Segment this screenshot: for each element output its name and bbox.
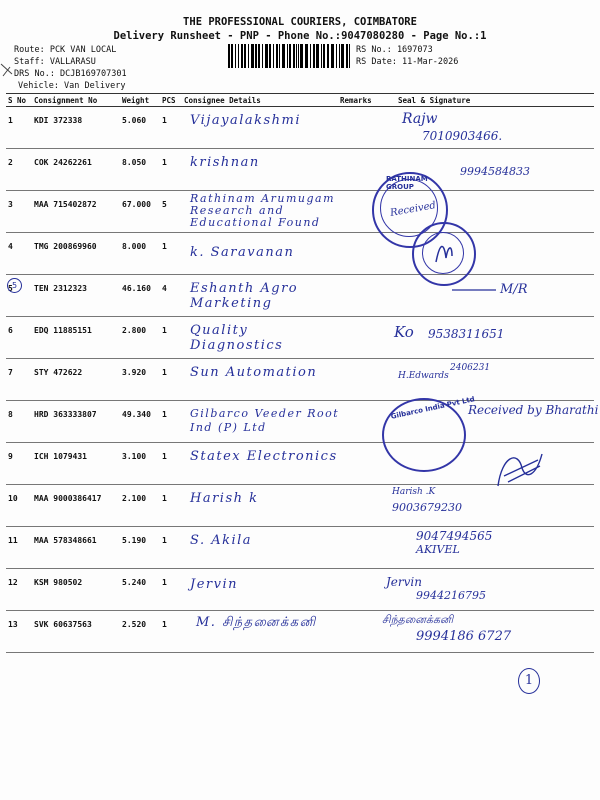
barcode-bar [346, 44, 348, 68]
row-consignee: Rathinam Arumugam Research and Educational Found [182, 191, 338, 233]
row-consignee: Jervin [182, 569, 338, 611]
route-label: Route: PCK VAN LOCAL [14, 45, 117, 55]
row-consignment: SVK 60637563 [32, 611, 120, 653]
row-remarks [338, 611, 372, 653]
remark-dash-icon [450, 284, 500, 296]
barcode-bar [282, 44, 285, 68]
row-weight: 5.240 [120, 569, 160, 611]
row-sno: 13 [6, 611, 32, 653]
row-seal [372, 527, 594, 569]
signature: சிந்தனைக்கனி [382, 613, 454, 626]
signature-scribble-icon [432, 238, 456, 266]
barcode-bar [238, 44, 239, 68]
seal-phone: 9994584833 [460, 165, 530, 178]
col-seal: Seal & Signature [372, 94, 594, 107]
barcode-bar [300, 44, 303, 68]
barcode-bar [241, 44, 243, 68]
row-weight: 49.340 [120, 401, 160, 443]
col-sno: S No [6, 94, 32, 107]
row-sno: 9 [6, 443, 32, 485]
signature: Harish .K [392, 487, 436, 497]
barcode-bar [349, 44, 350, 68]
rs-date: RS Date: 11-Mar-2026 [356, 57, 459, 67]
row-sno: 6 [6, 317, 32, 359]
barcode-bar [287, 44, 288, 68]
table-row [6, 401, 594, 443]
rathinam-stamp: RATHINAM GROUP Received [372, 172, 448, 248]
row-sno: 1 [6, 107, 32, 149]
row-consignee: Sun Automation [182, 359, 338, 401]
row-pcs: 1 [160, 107, 182, 149]
barcode-bar [339, 44, 340, 68]
seal-phone: 9047494565 [416, 529, 493, 543]
seal-phone: 2406231 [450, 363, 491, 373]
row-consignment: KSM 980502 [32, 569, 120, 611]
row-consignee: Statex Electronics [182, 443, 338, 485]
row-remarks [338, 149, 372, 191]
barcode-bar [279, 44, 280, 68]
row-weight: 46.160 [120, 275, 160, 317]
seal-phone: 9538311651 [428, 327, 505, 341]
barcode-bar [310, 44, 311, 68]
barcode-bar [228, 44, 230, 68]
table-row [6, 233, 594, 275]
row-seal [372, 359, 594, 401]
row-sno: 3 [6, 191, 32, 233]
row-consignee: Vijayalakshmi [182, 107, 338, 149]
row-weight: 8.050 [120, 149, 160, 191]
corner-mark-icon [0, 62, 14, 78]
barcode-bar [293, 44, 295, 68]
row-consignment: COK 24262261 [32, 149, 120, 191]
row-remarks [338, 359, 372, 401]
row-consignee: Harish k [182, 485, 338, 527]
barcode-bar [313, 44, 315, 68]
row-pcs: 1 [160, 485, 182, 527]
signature: AKIVEL [416, 543, 460, 556]
barcode-bar [327, 44, 329, 68]
row-sno: 2 [6, 149, 32, 191]
signature-scribble-icon [492, 446, 548, 494]
row-pcs: 1 [160, 443, 182, 485]
barcode-bar [323, 44, 325, 68]
row-pcs: 1 [160, 233, 182, 275]
row-consignment: MAA 578348661 [32, 527, 120, 569]
row-sno: 12 [6, 569, 32, 611]
row-consignment: HRD 363333807 [32, 401, 120, 443]
barcode-bar [305, 44, 308, 68]
barcode-bar [273, 44, 274, 68]
row-remarks [338, 191, 372, 233]
row5-remark: M/R [500, 282, 528, 297]
row-consignee: Gilbarco Veeder Root Ind (P) Ltd [182, 401, 338, 443]
row-pcs: 5 [160, 191, 182, 233]
table-row [6, 149, 594, 191]
row-pcs: 1 [160, 317, 182, 359]
row-pcs: 1 [160, 611, 182, 653]
row-weight: 2.520 [120, 611, 160, 653]
col-weight: Weight [120, 94, 160, 107]
barcode-bar [235, 44, 236, 68]
row-pcs: 1 [160, 527, 182, 569]
row-pcs: 1 [160, 359, 182, 401]
row-seal [372, 107, 594, 149]
barcode-bar [251, 44, 254, 68]
row-weight: 8.000 [120, 233, 160, 275]
barcode-bar [298, 44, 299, 68]
barcode-bar [276, 44, 278, 68]
barcode-bar [258, 44, 260, 68]
barcode-bar [248, 44, 249, 68]
row-consignment: ICH 1079431 [32, 443, 120, 485]
row-consignment: TEN 2312323 [32, 275, 120, 317]
seal-phone: 9003679230 [392, 501, 462, 514]
barcode-bar [296, 44, 297, 68]
row-weight: 5.060 [120, 107, 160, 149]
signature: Ko [394, 323, 414, 341]
barcode-bar [321, 44, 322, 68]
row-remarks [338, 443, 372, 485]
col-consignment: Consignment No [32, 94, 120, 107]
barcode-bar [341, 44, 344, 68]
signature: H.Edwards [398, 371, 449, 381]
barcode-bar [331, 44, 334, 68]
seal-phone: 9944216795 [416, 589, 486, 602]
signature: Received by Bharathi [468, 403, 599, 417]
delivery-table [6, 93, 599, 653]
barcode-bar [262, 44, 263, 68]
row-seal [372, 611, 594, 653]
row-pcs: 1 [160, 569, 182, 611]
row-weight: 3.920 [120, 359, 160, 401]
row-sno: 7 [6, 359, 32, 401]
row-weight: 3.100 [120, 443, 160, 485]
runsheet-subtitle: Delivery Runsheet - PNP - Phone No.:9047080280 - Page No.:1 [113, 30, 487, 42]
table-row [6, 611, 594, 653]
row-sno: 10 [6, 485, 32, 527]
row-consignee: k. Saravanan [182, 233, 338, 275]
row-sno: 11 [6, 527, 32, 569]
drs-number: DRS No.: DCJB169707301 [14, 69, 127, 79]
row-remarks [338, 485, 372, 527]
company-title: THE PROFESSIONAL COURIERS, COIMBATORE [183, 16, 417, 28]
vehicle-label: Vehicle: Van Delivery [18, 81, 126, 91]
table-row [6, 107, 594, 149]
row-weight: 67.000 [120, 191, 160, 233]
table-row [6, 317, 594, 359]
row-consignment: TMG 200869960 [32, 233, 120, 275]
barcode-bar [316, 44, 319, 68]
row-weight: 2.100 [120, 485, 160, 527]
gilbarco-seal: Gilbarco India Pvt Ltd [382, 398, 466, 472]
row-weight: 5.190 [120, 527, 160, 569]
row-consignment: MAA 9000386417 [32, 485, 120, 527]
staff-label: Staff: VALLARASU [14, 57, 96, 67]
row-remarks [338, 317, 372, 359]
table-row [6, 359, 594, 401]
table-row [6, 527, 594, 569]
signature: Rajw [402, 111, 438, 127]
row-seal [372, 485, 594, 527]
row-consignment: KDI 372338 [32, 107, 120, 149]
rs-number: RS No.: 1697073 [356, 45, 433, 55]
row-remarks [338, 233, 372, 275]
table-row [6, 191, 594, 233]
row-remarks [338, 527, 372, 569]
row-remarks [338, 107, 372, 149]
barcode-bar [336, 44, 337, 68]
row-remarks [338, 275, 372, 317]
barcode-bar [265, 44, 268, 68]
row-sno: 4 [6, 233, 32, 275]
row-weight: 2.800 [120, 317, 160, 359]
barcode-bar [231, 44, 233, 68]
barcode [228, 44, 354, 68]
barcode-bar [244, 44, 246, 68]
seal-phone: 9994186 6727 [416, 629, 512, 644]
row-pcs: 1 [160, 149, 182, 191]
barcode-bar [255, 44, 257, 68]
row-consignment: MAA 715402872 [32, 191, 120, 233]
signature: Jervin [386, 575, 422, 589]
row-sno: 8 [6, 401, 32, 443]
row-pcs: 4 [160, 275, 182, 317]
col-consignee: Consignee Details [182, 94, 338, 107]
page-number-circle: 1 [518, 668, 540, 694]
row-pcs: 1 [160, 401, 182, 443]
row-remarks [338, 401, 372, 443]
row-consignment: EDQ 11885151 [32, 317, 120, 359]
barcode-bar [269, 44, 271, 68]
row-consignee: S. Akila [182, 527, 338, 569]
row-sno: 5 [6, 275, 32, 317]
row5-circle-mark: 5 [7, 278, 22, 293]
row-consignee: M. சிந்தனைக்கனி [182, 611, 338, 653]
barcode-bar [289, 44, 291, 68]
seal-phone: 7010903466. [422, 129, 503, 143]
row-remarks [338, 569, 372, 611]
col-pcs: PCS [160, 94, 182, 107]
row-consignee: Quality Diagnostics [182, 317, 338, 359]
col-remarks: Remarks [340, 95, 372, 105]
row-consignee: Eshanth Agro Marketing [182, 275, 338, 317]
delivery-stamp [412, 222, 476, 286]
table-row [6, 569, 594, 611]
row-consignee: krishnan [182, 149, 338, 191]
row-seal [372, 569, 594, 611]
row-consignment: STY 472622 [32, 359, 120, 401]
row-seal [372, 317, 594, 359]
table-header-row [6, 94, 594, 107]
